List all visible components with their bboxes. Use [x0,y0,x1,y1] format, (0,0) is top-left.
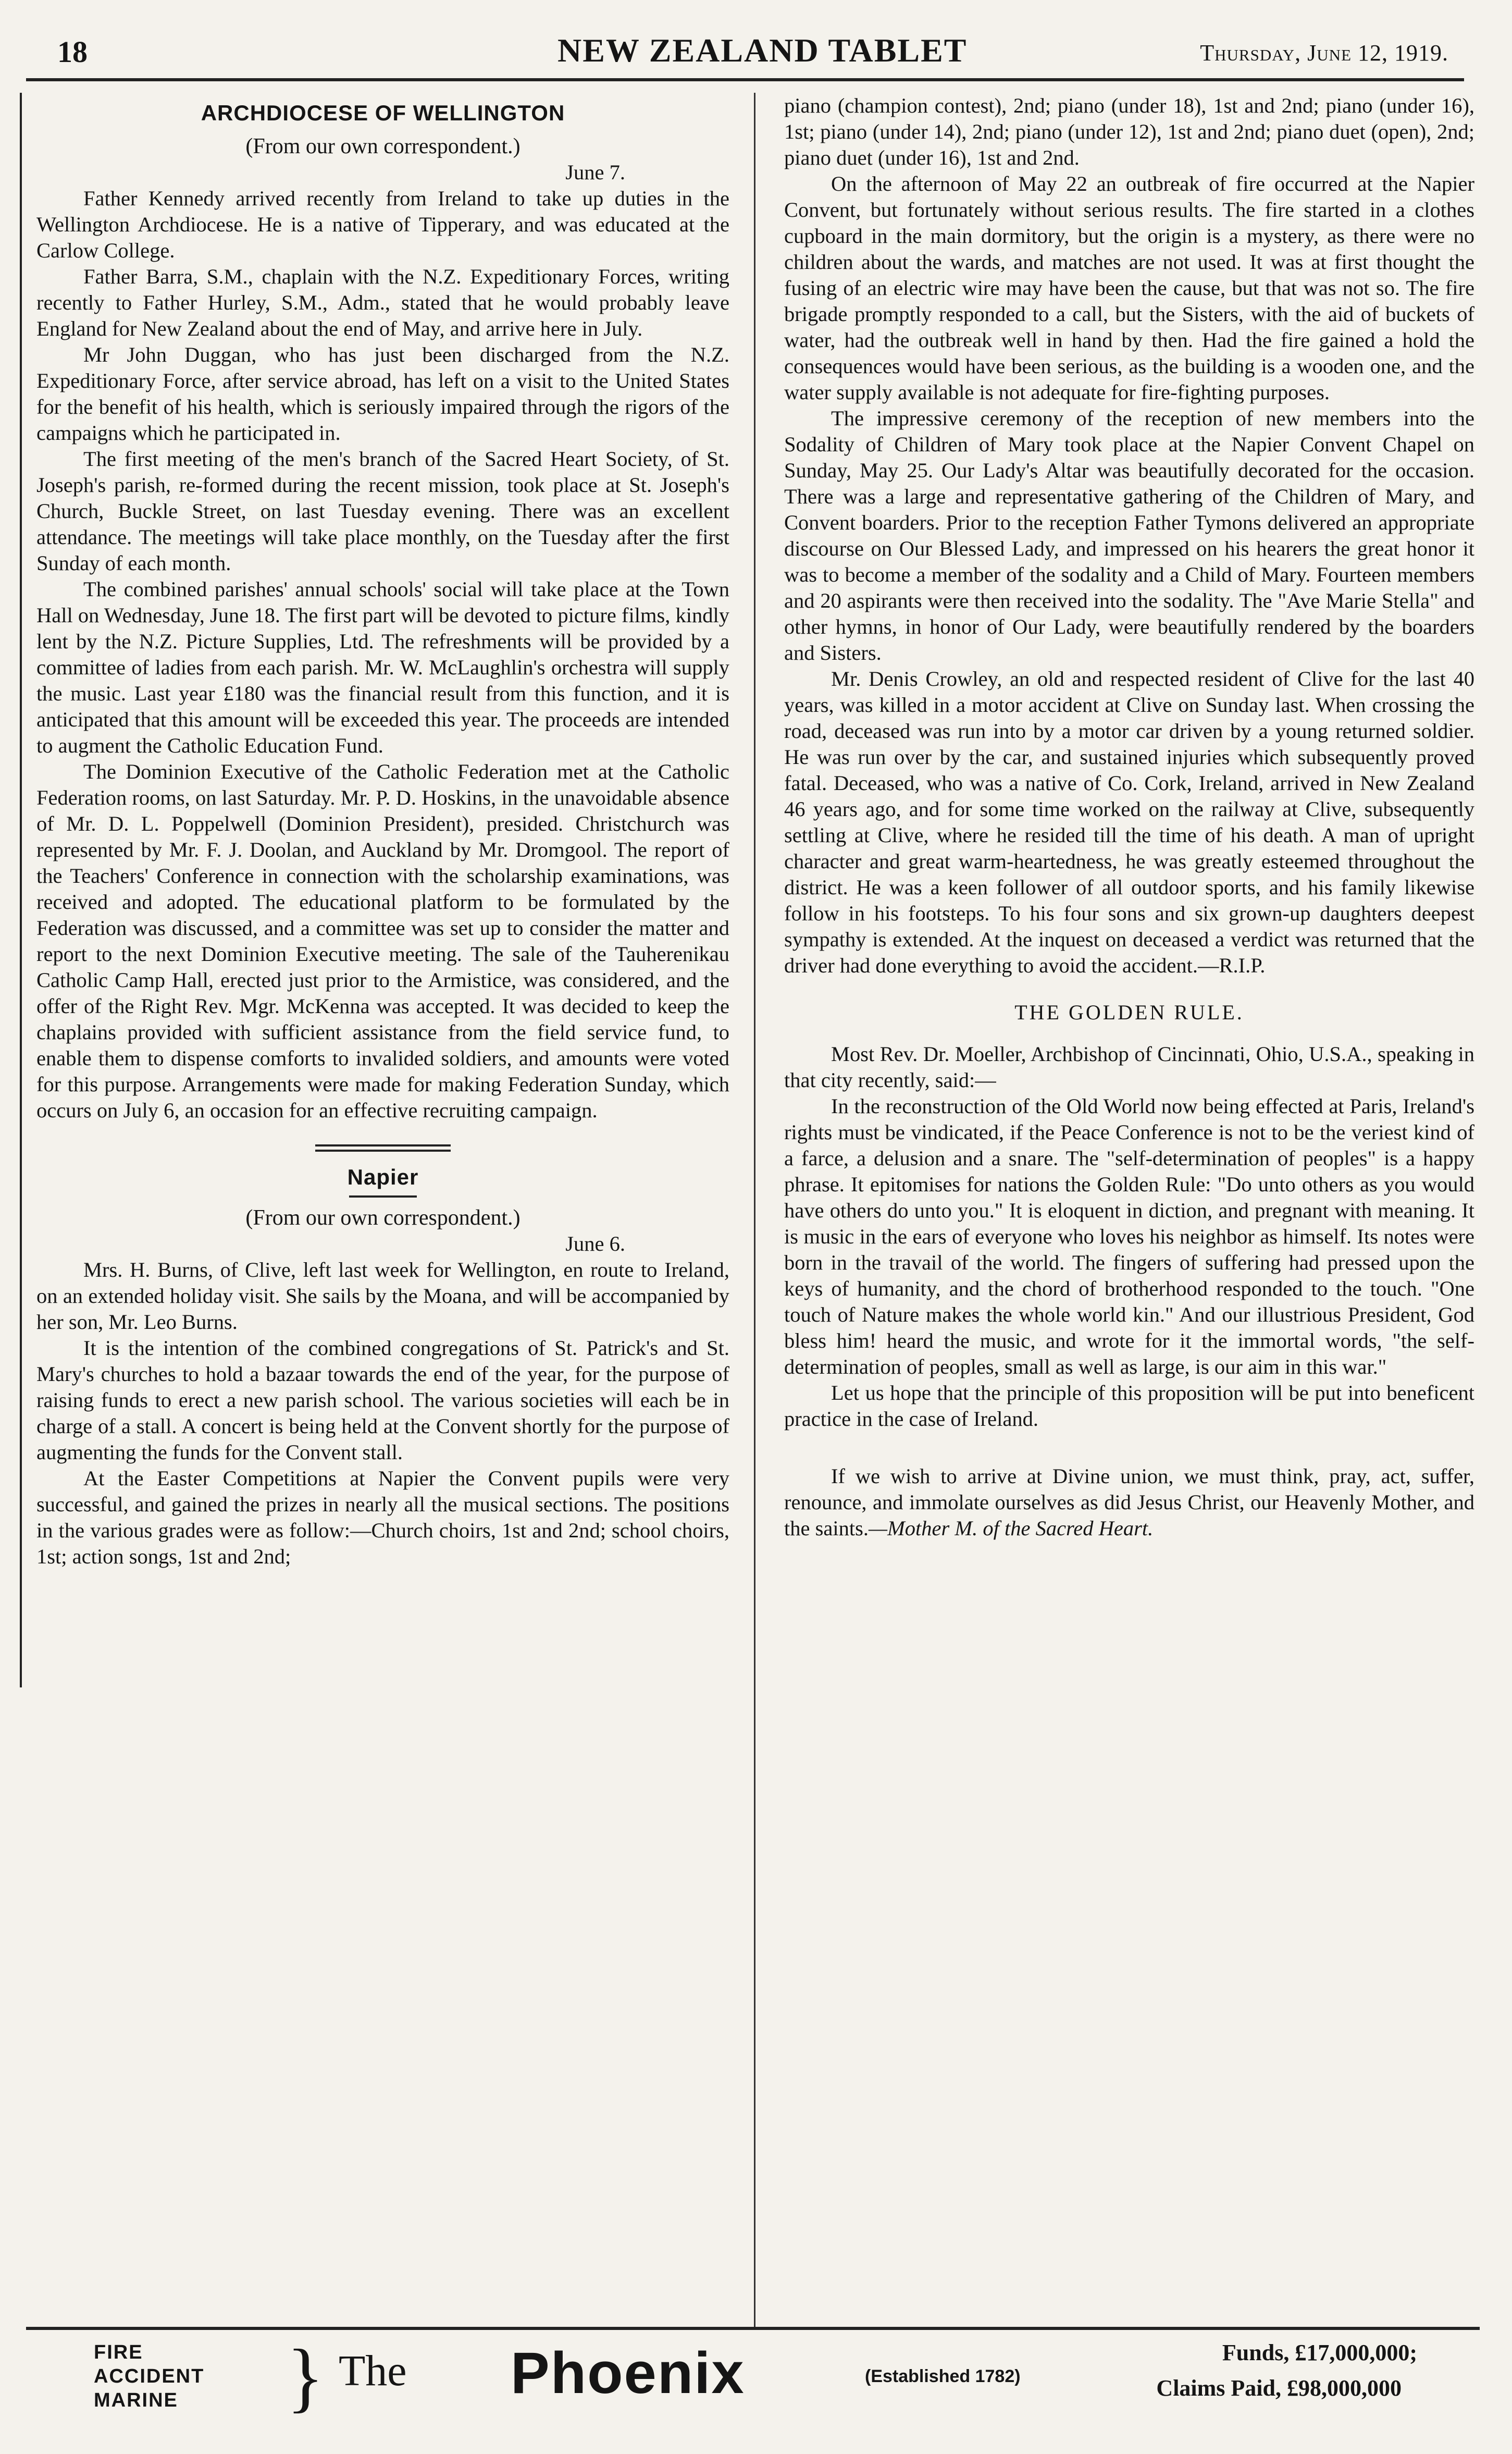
article-heading-napier: Napier [347,1165,419,1189]
paragraph: The combined parishes' annual schools' social will take place at the Town Hall on Wednesday, June 18. The first part will be devoted to picture films, kindly lent by the N.Z. Picture Supplies, Ltd. The refreshments will be provided by a committee of ladies from each parish. Mr. W. McLaughlin's orchestra will supply the music. Last year £180 was the financial result from this function, and it is anticipated that this amount will be exceeded this year. The proceeds are intended to augment the Catholic Education Fund. [36,577,729,757]
page-number: 18 [57,35,88,69]
paragraph: At the Easter Competitions at Napier the Convent pupils were very successful, and gained the prizes in nearly all the musical sections. The positions in the various grades were as follow:—Church choirs, 1st and 2nd; school choirs, 1st; action songs, 1st and 2nd; [36,1466,729,1568]
left-column [36,93,729,1570]
quote-signature: —Mother M. of the Sacred Heart. [868,1516,1154,1540]
ad-the: The [339,2347,407,2395]
section-separator [315,1144,451,1152]
paragraph: Father Kennedy arrived recently from Ireland to take up duties in the Wellington Archdiocese. He is a native of Tipperary, and was educated at the Carlow College. [36,187,729,262]
paragraph: Mr. Denis Crowley, an old and respected resident of Clive for the last 40 years, was killed in a motor accident at Clive on Sunday last. When crossing the road, deceased was run into by a motor car driven by a young returned soldier. He was run over by the car, and sustained injuries which subsequently proved fatal. Deceased, who was a native of Co. Cork, Ireland, arrived in New Zealand 46 years ago, and for some time worked on the railway at Clive, subsequently settling at Clive, where he resided till the time of his death. A man of upright character and great warm-heartedness, he was greatly esteemed throughout the district. He was a keen follower of all outdoor sports, and his family likewise follow in his footsteps. To his four sons and six grown-up daughters deepest sympathy is extended. At the inquest on deceased a verdict was returned that the driver had done everything to avoid the accident.—R.I.P. [784,667,1474,977]
brace-glyph: } [287,2334,324,2420]
publication-title: NEW ZEALAND TABLET [557,32,968,69]
paragraph: Most Rev. Dr. Moeller, Archbishop of Cincinnati, Ohio, U.S.A., speaking in that city recently, said:— [784,1042,1474,1092]
ad-brand-name: Phoenix [511,2340,745,2406]
ad-claims: Claims Paid, £98,000,000 [1156,2375,1402,2401]
correspondent-byline: (From our own correspondent.) [245,1206,520,1230]
quote-paragraph [784,1463,1474,1542]
paragraph: Mr John Duggan, who has just been discharged from the N.Z. Expeditionary Force, after service abroad, has left on a visit to the United States for the benefit of his health, which is seriously impaired through the rigors of the campaigns which he participated in. [36,343,729,445]
paragraph: In the reconstruction of the Old World now being effected at Paris, Ireland's rights must be vindicated, if the Peace Conference is not to be the veriest kind of a farce, a delusion and a snare. The "self-determination of peoples" is a happy phrase. It epitomises for nations the Golden Rule: "Do unto others as you would have others do unto you." It is eloquent in diction, and pregnant with meaning. It is music in the ears of everyone who loves his neighbor as himself. Its notes were born in the travail of the world. The fingers of suffering had pressed upon the keys of humanity, and the chord of brotherhood responded to the touch. "One touch of Nature makes the whole world kin." And our illustrious President, God bless him! heard the music, and wrote for it the immortal words, "the self-determination of peoples, small as well as large, is our aim in this war." [784,1094,1474,1378]
quote-text: If we wish to arrive at Divine union, we must think, pray, act, suffer, renounce, and immolate ourselves as did Jesus Christ, our Heavenly Mother, and the saints. [784,1464,1474,1540]
paragraph: The impressive ceremony of the reception of new members into the Sodality of Children of Mary took place at the Napier Convent Chapel on Sunday, May 25. Our Lady's Altar was beautifully decorated for the occasion. There was a large and representative gathering of the Children of Mary, and Convent boarders. Prior to the reception Father Tymons delivered an appropriate discourse on Our Blessed Lady, and impressed on his hearers the great honor it was to become a member of the sodality and a Child of Mary. Fourteen members and 20 aspirants were then received into the sodality. The "Ave Marie Stella" and other hymns, in honor of Our Lady, were beautifully rendered by the boarders and Sisters. [784,406,1474,664]
right-column [784,93,1474,1542]
ad-line: FIRE [94,2341,143,2363]
ad-established: (Established 1782) [865,2366,1021,2386]
paragraph: The Dominion Executive of the Catholic Federation met at the Catholic Federation rooms, on last Saturday. Mr. P. D. Hoskins, in the unavoidable absence of Mr. D. L. Poppelwell (Dominion President), presided. Christchurch was represented by Mr. F. J. Doolan, and Auckland by Mr. Dromgool. The report of the Teachers' Conference in connection with the scholarship examinations, was received and adopted. The educational platform to be formulated by the Federation was discussed, and a committee was set up to consider the matter and report to the next Dominion Executive meeting. The sale of the Tauherenikau Catholic Camp Hall, erected just prior to the Armistice, was considered, and the offer of the Right Rev. Mgr. McKenna was accepted. It was decided to keep the chaplains provided with sufficient assistance from the field service fund, to enable them to dispense comforts to invalided soldiers, and amounts were voted for this purpose. Arrangements were made for making Federation Sunday, which occurs on July 6, an occasion for an effective recruiting campaign. [36,760,729,1122]
ad-funds: Funds, £17,000,000; [1222,2340,1417,2365]
article-heading-wellington: ARCHDIOCESE OF WELLINGTON [201,101,565,125]
ad-line: MARINE [94,2389,178,2411]
advertisement-phoenix [26,2327,1480,2439]
article-date: June 7. [565,161,625,184]
masthead [26,31,1464,81]
left-margin-rule [20,93,22,1687]
issue-date: Thursday, June 12, 1919. [1200,40,1448,66]
article-heading-golden-rule: THE GOLDEN RULE. [1014,1001,1244,1024]
paragraph: It is the intention of the combined congregations of St. Patrick's and St. Mary's churches to hold a bazaar towards the end of the year, for the purpose of raising funds to erect a new parish school. The various societies will each be in charge of a stall. A concert is being held at the Convent shortly for the purpose of augmenting the funds for the Convent stall. [36,1336,729,1464]
paragraph-continuation: piano (champion contest), 2nd; piano (under 18), 1st and 2nd; piano (under 16), 1st; piano (under 14), 2nd; piano (under 12), 1st and 2nd; piano duet (open), 2nd; piano duet (under 16), 1st and 2nd. [784,94,1474,169]
article-date: June 6. [565,1232,625,1255]
heading-underline [349,1195,417,1198]
paragraph: On the afternoon of May 22 an outbreak of fire occurred at the Napier Convent, but fortunately without serious results. The fire started in a clothes cupboard in the main dormitory, but the origin is a mystery, as there were no children about the wards, and matches are not used. It was at first thought the fusing of an electric wire may have been the cause, but that was not so. The fire brigade promptly responded to a call, but the Sisters, with the aid of buckets of water, had the outbreak well in hand by then. Had the fire gained a hold the consequences would have been serious, as the building is a wooden one, and the water supply available is not adequate for fire-fighting purposes. [784,172,1474,404]
paragraph: Mrs. H. Burns, of Clive, left last week for Wellington, en route to Ireland, on an extended holiday visit. She sails by the Moana, and will be accompanied by her son, Mr. Leo Burns. [36,1258,729,1334]
spacer [784,1432,1474,1463]
column-divider [754,93,755,2328]
ad-line: ACCIDENT [94,2365,205,2387]
paragraph: The first meeting of the men's branch of the Sacred Heart Society, of St. Joseph's parish, re-formed during the recent mission, took place at St. Joseph's Church, Buckle Street, on last Tuesday evening. There was an excellent attendance. The meetings will take place monthly, on the Tuesday after the first Sunday of each month. [36,447,729,575]
paragraph: Father Barra, S.M., chaplain with the N.Z. Expeditionary Forces, writing recently to Father Hurley, S.M., Adm., stated that he would probably leave England for New Zealand about the end of May, and arrive here in July. [36,265,729,340]
correspondent-byline: (From our own correspondent.) [245,134,520,158]
insurance-types [94,2340,204,2412]
paragraph: Let us hope that the principle of this proposition will be put into beneficent practice in the case of Ireland. [784,1381,1474,1431]
